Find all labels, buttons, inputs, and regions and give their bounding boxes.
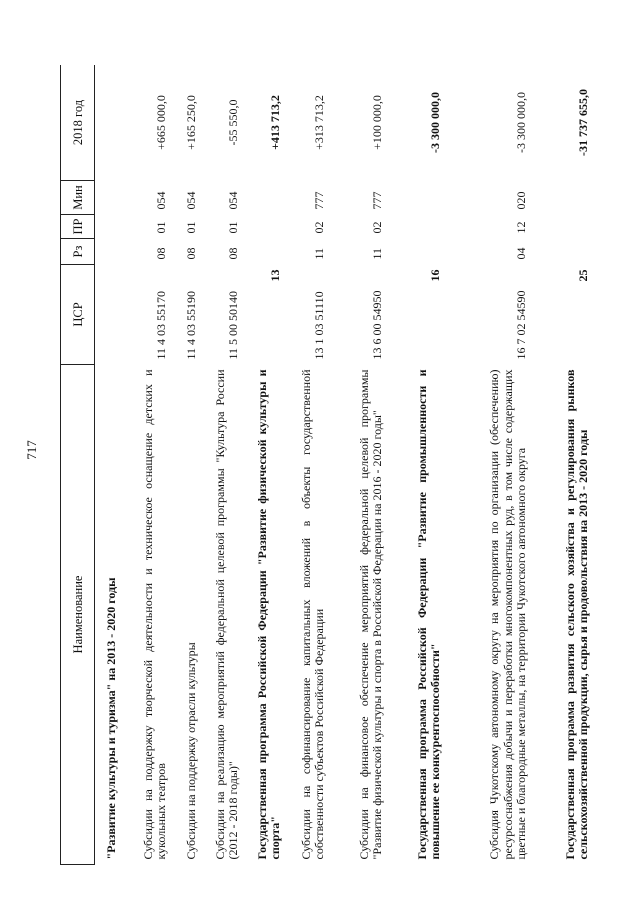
row-min: 054: [154, 191, 169, 210]
row-rz: 11: [370, 247, 385, 260]
row-name: Государственная программа Российской Федерации "Развитие физической культуры и спорта": [254, 369, 283, 860]
table-viewport: [60, 65, 600, 865]
table-row: [243, 65, 285, 865]
header-min: Мин: [61, 181, 95, 215]
row-name: "Развитие культуры и туризма" на 2013 - 2020 годы: [95, 65, 121, 865]
row-sum: +665 000,0: [154, 95, 169, 150]
row-csr: 11 5 00 50140: [226, 290, 241, 360]
table-row: [285, 65, 329, 865]
row-sum: +413 713,2: [268, 95, 283, 150]
row-sum: -3 300 000,0: [514, 92, 529, 153]
row-pr: 01: [154, 221, 169, 234]
row-pr: [387, 215, 445, 239]
header-rz: Рз: [61, 239, 95, 265]
rotated-page-content: [60, 65, 600, 865]
row-rz: 08: [184, 247, 199, 260]
row-pr: [243, 215, 285, 239]
page-number: 717: [24, 440, 39, 460]
row-min: [531, 181, 593, 215]
row-rz: 08: [226, 247, 241, 260]
table-row: [387, 65, 445, 865]
row-min: 020: [514, 191, 529, 210]
row-name: Субсидии на поддержку творческой деятельности и техническое оснащение детских и кукольных театров: [140, 369, 169, 860]
table-row: [445, 65, 531, 865]
header-csr: ЦСР: [61, 265, 95, 365]
row-rz: [243, 239, 285, 265]
row-min: 054: [226, 191, 241, 210]
row-pr: 02: [312, 221, 327, 234]
row-sum: +100 000,0: [370, 95, 385, 150]
row-rz: [531, 239, 593, 265]
row-program-number: 25: [576, 269, 591, 282]
row-csr: 13 6 00 54950: [370, 290, 385, 360]
row-sum: -3 300 000,0: [428, 92, 443, 153]
table-row: [531, 65, 593, 865]
row-pr: 12: [514, 221, 529, 234]
table-row: [171, 65, 201, 865]
row-name: Субсидии на финансовое обеспечение мероприятий федеральной целевой программы "Развитие физической культуры и спорта в Российской Федерации на 2016 - 2020 годы": [356, 369, 385, 860]
row-program-number: 13: [268, 269, 283, 282]
table-header-row: [61, 65, 95, 865]
row-min: [387, 181, 445, 215]
row-rz: 11: [312, 247, 327, 260]
row-name: Субсидии на поддержку отрасли культуры: [184, 642, 199, 860]
row-rz: 04: [514, 247, 529, 260]
table-row: [95, 65, 121, 865]
row-name: Субсидия Чукотскому автономному округу на мероприятия по организации (обеспечению) ресурсоснабжения добычи и переработки многокомпонентных руд, в том числе содержащих цветные и благородные металлы, на территории Чукотского автономного округа: [487, 369, 529, 860]
header-name: Наименование: [61, 365, 95, 865]
row-min: 054: [184, 191, 199, 210]
row-sum: -31 737 655,0: [576, 89, 591, 156]
row-csr: 16 7 02 54590: [514, 290, 529, 360]
row-name: Субсидии на реализацию мероприятий федеральной целевой программы "Культура России (2012 - 2018 годы)": [212, 369, 241, 860]
row-sum: +313 713,2: [312, 95, 327, 150]
header-sum: 2018 год: [61, 65, 95, 181]
row-min: 777: [312, 191, 327, 210]
row-pr: 01: [184, 221, 199, 234]
header-pr: ПР: [61, 215, 95, 239]
table-row: [121, 65, 171, 865]
row-pr: 02: [370, 221, 385, 234]
row-name: Субсидии на софинансирование капитальных вложений в объекты государственной собственности субъектов Российской Федерации: [298, 369, 327, 860]
row-program-number: 16: [428, 269, 443, 282]
row-name: Государственная программа развития сельского хозяйства и регулирования рынков сельскохозяйственной продукции, сырья и продовольствия на 2013 - 2020 годы: [562, 369, 591, 860]
row-csr: 11 4 03 55190: [184, 290, 199, 360]
row-rz: 08: [154, 247, 169, 260]
row-sum: +165 250,0: [184, 95, 199, 150]
table-filler-row: [593, 65, 601, 865]
budget-table: [60, 65, 600, 865]
table-row: [329, 65, 387, 865]
row-name: Государственная программа Российской Федерации "Развитие промышленности и повышение ее конкурентоспособности": [414, 369, 443, 860]
row-sum: -55 550,0: [226, 99, 241, 146]
row-pr: 01: [226, 221, 241, 234]
row-csr: 13 1 03 51110: [312, 291, 327, 360]
row-rz: [387, 239, 445, 265]
table-row: [201, 65, 243, 865]
row-csr: 11 4 03 55170: [154, 290, 169, 360]
row-pr: [531, 215, 593, 239]
table-filler: [593, 65, 601, 865]
row-min: 777: [370, 191, 385, 210]
row-min: [243, 181, 285, 215]
